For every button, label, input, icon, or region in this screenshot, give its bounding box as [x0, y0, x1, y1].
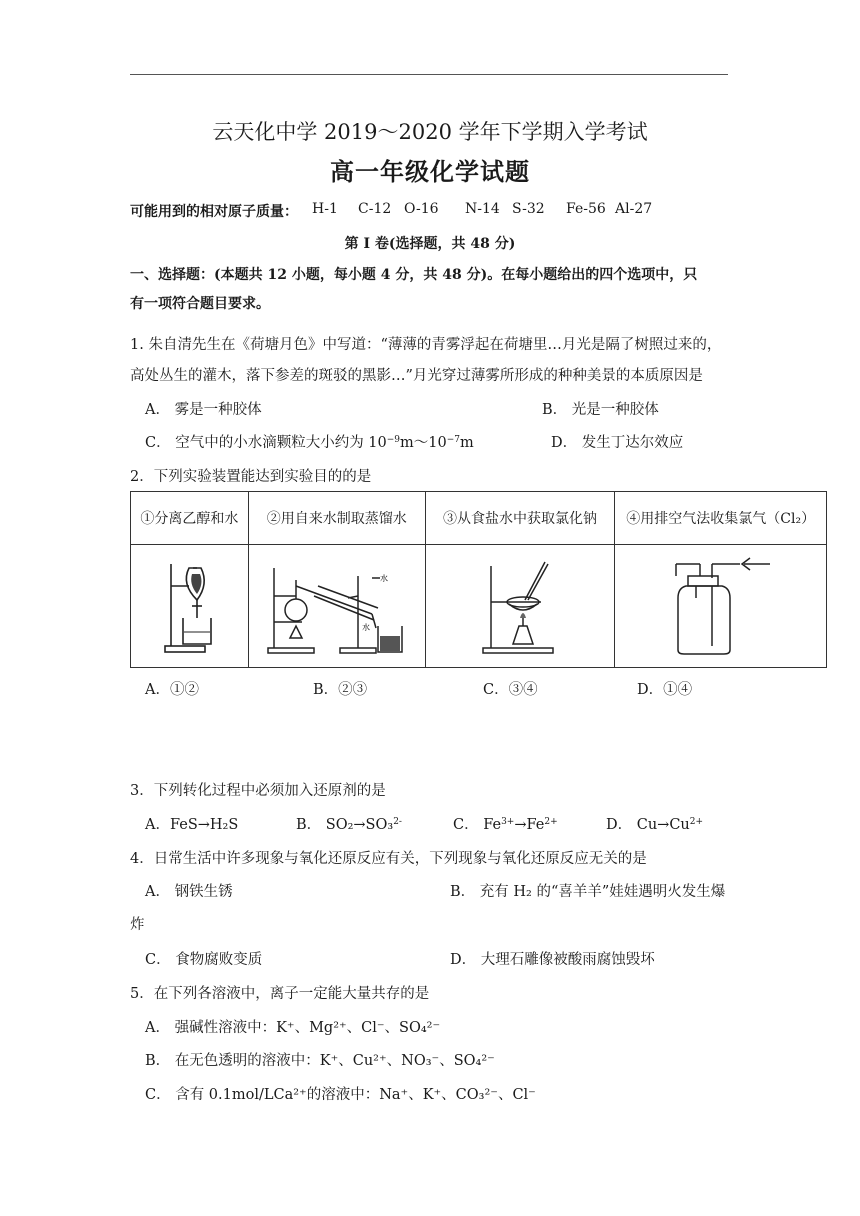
q3-option-b: B． SO₂→SO₃$^{2-}$ — [296, 817, 402, 833]
water-inlet-label: 水 — [379, 574, 388, 583]
q2-header-2: ②用自来水制取蒸馏水 — [248, 492, 425, 545]
evaporation-drawing — [475, 556, 565, 656]
q1-option-d: D． 发生丁达尔效应 — [551, 435, 684, 451]
q2-header-4: ④用排空气法收集氯气（Cl₂） — [615, 492, 827, 545]
evaporation-apparatus — [425, 545, 615, 668]
q5-option-b: B． 在无色透明的溶液中：K⁺、Cu²⁺、NO₃⁻、SO₄²⁻ — [145, 1053, 495, 1069]
q4-option-c: C． 食物腐败变质 — [145, 952, 263, 968]
q3-option-d: D． $Cu\to Cu^{2+}$ — [606, 817, 704, 833]
q3-option-a: A．FeS→H₂S — [145, 817, 239, 833]
q3-option-c: C． $Fe^{3+}\to Fe^{2+}$ — [453, 817, 558, 833]
q4-option-a: A． 钢铁生锈 — [145, 884, 233, 900]
subject-title: 高一年级化学试题 — [330, 157, 530, 186]
atomic-mass-h: H-1 — [312, 201, 338, 217]
section-title: 第 I 卷(选择题，共 48 分) — [344, 236, 516, 252]
atomic-mass-n: N-14 — [465, 201, 500, 217]
q1-option-c: C． 空气中的小水滴颗粒大小约为 $10^{-9}m\sim 10^{-7}m$ — [145, 435, 474, 451]
atomic-mass-c: C-12 — [358, 201, 392, 217]
distillation-apparatus — [248, 545, 425, 668]
q5-stem: 5．在下列各溶液中，离子一定能大量共存的是 — [130, 986, 430, 1002]
q4-option-d: D． 大理石雕像被酸雨腐蚀毁坏 — [450, 952, 655, 968]
q5-option-c: C． 含有 0.1mol/LCa²⁺的溶液中：Na⁺、K⁺、CO₃²⁻、Cl⁻ — [145, 1087, 536, 1103]
q2-apparatus-table — [130, 491, 827, 668]
q4-option-b-cont: 炸 — [130, 917, 145, 933]
separatory-funnel-drawing — [159, 556, 219, 656]
atomic-mass-label: 可能用到的相对原子质量： — [130, 204, 298, 220]
exam-title: 云天化中学 2019～2020 学年下学期入学考试 — [212, 120, 648, 144]
atomic-mass-fe: Fe-56 — [566, 201, 606, 217]
header-rule — [130, 74, 728, 75]
q1-option-a: A． 雾是一种胶体 — [145, 402, 262, 418]
q2-header-1: ①分离乙醇和水 — [131, 492, 249, 545]
water-outlet-label: 水 — [361, 623, 370, 632]
q2-option-d: D．①④ — [637, 682, 693, 698]
q2-option-a: A．①② — [145, 682, 199, 698]
distillation-drawing — [262, 556, 412, 656]
q4-option-b: B． 充有 H₂ 的“喜羊羊”娃娃遇明火发生爆 — [450, 884, 726, 900]
q3-stem: 3．下列转化过程中必须加入还原剂的是 — [130, 783, 386, 799]
q1-option-b: B． 光是一种胶体 — [542, 402, 659, 418]
section-instruction-1: 一、选择题：(本题共 12 小题，每小题 4 分，共 48 分)。在每小题给出的四个选项中，只 — [130, 267, 698, 283]
atomic-mass-o: O-16 — [404, 201, 439, 217]
q1-stem-line1: 1. 朱自清先生在《荷塘月色》中写道：“薄薄的青雾浮起在荷塘里…月光是隔了树照过来的， — [130, 337, 722, 353]
atomic-mass-al: Al-27 — [615, 201, 653, 217]
q2-stem: 2．下列实验装置能达到实验目的的是 — [130, 469, 372, 485]
q4-stem: 4．日常生活中许多现象与氧化还原反应有关，下列现象与氧化还原反应无关的是 — [130, 851, 647, 867]
separatory-funnel-apparatus — [131, 545, 249, 668]
q1-stem-line2: 高处丛生的灌木，落下参差的斑驳的黑影…”月光穿过薄雾所形成的种种美景的本质原因是 — [130, 368, 703, 384]
gas-bottle-drawing — [666, 554, 776, 658]
q2-option-c: C．③④ — [483, 682, 538, 698]
q2-header-3: ③从食盐水中获取氯化钠 — [425, 492, 615, 545]
gas-collection-bottle — [615, 545, 827, 668]
atomic-mass-s: S-32 — [512, 201, 545, 217]
q2-option-b: B．②③ — [313, 682, 368, 698]
q5-option-a: A． 强碱性溶液中：K⁺、Mg²⁺、Cl⁻、SO₄²⁻ — [145, 1020, 441, 1036]
section-instruction-2: 有一项符合题目要求。 — [130, 296, 270, 312]
